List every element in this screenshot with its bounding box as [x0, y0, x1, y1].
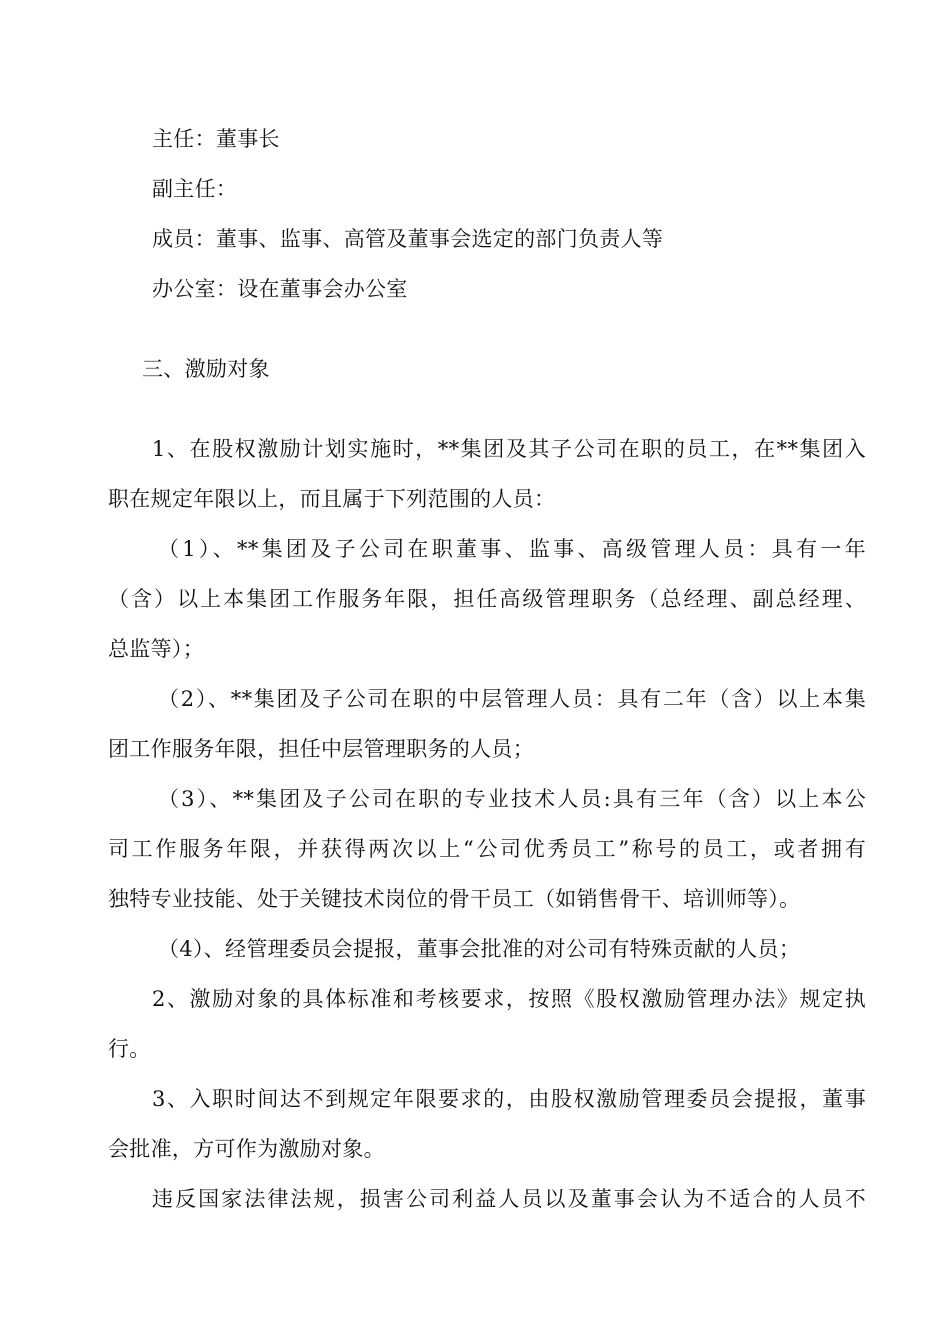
- section-heading: 三、激励对象: [142, 357, 270, 381]
- committee-director: 主任：董事长: [152, 127, 280, 151]
- sub-clause-1-line-3: 总监等）；: [108, 637, 204, 661]
- committee-deputy-director: 副主任：: [152, 177, 238, 201]
- sub-clause-4-line-1: （4）、经管理委员会提报，董事会批准的对公司有特殊贡献的人员；: [158, 937, 801, 961]
- sub-clause-1-line-1: （1）、**集团及子公司在职董事、监事、高级管理人员：具有一年: [158, 537, 866, 561]
- clause-1-line-2: 职在规定年限以上，而且属于下列范围的人员：: [108, 487, 556, 511]
- sub-clause-1-line-2: （含）以上本集团工作服务年限，担任高级管理职务（总经理、副总经理、: [108, 587, 866, 611]
- clause-3-line-2: 会批准，方可作为激励对象。: [108, 1137, 385, 1161]
- committee-office: 办公室：设在董事会办公室: [152, 277, 408, 301]
- committee-members: 成员：董事、监事、高管及董事会选定的部门负责人等: [152, 227, 664, 251]
- sub-clause-3-line-1: （3）、**集团及子公司在职的专业技术人员:具有三年（含）以上本公: [158, 787, 866, 811]
- clause-2-line-1: 2、激励对象的具体标准和考核要求，按照《股权激励管理办法》规定执: [152, 987, 866, 1011]
- sub-clause-2-line-2: 团工作服务年限，担任中层管理职务的人员；: [108, 737, 534, 761]
- clause-1-line-1: 1、在股权激励计划实施时，**集团及其子公司在职的员工，在**集团入: [152, 437, 866, 461]
- clause-2-line-2: 行。: [108, 1037, 151, 1061]
- clause-4-line-1: 违反国家法律法规，损害公司利益人员以及董事会认为不适合的人员不: [152, 1187, 866, 1211]
- sub-clause-3-line-2: 司工作服务年限，并获得两次以上“公司优秀员工”称号的员工，或者拥有: [108, 837, 866, 861]
- sub-clause-2-line-1: （2）、**集团及子公司在职的中层管理人员：具有二年（含）以上本集: [158, 687, 866, 711]
- clause-3-line-1: 3、入职时间达不到规定年限要求的，由股权激励管理委员会提报，董事: [152, 1087, 866, 1111]
- sub-clause-3-line-3: 独特专业技能、处于关键技术岗位的骨干员工（如销售骨干、培训师等）。: [108, 887, 801, 911]
